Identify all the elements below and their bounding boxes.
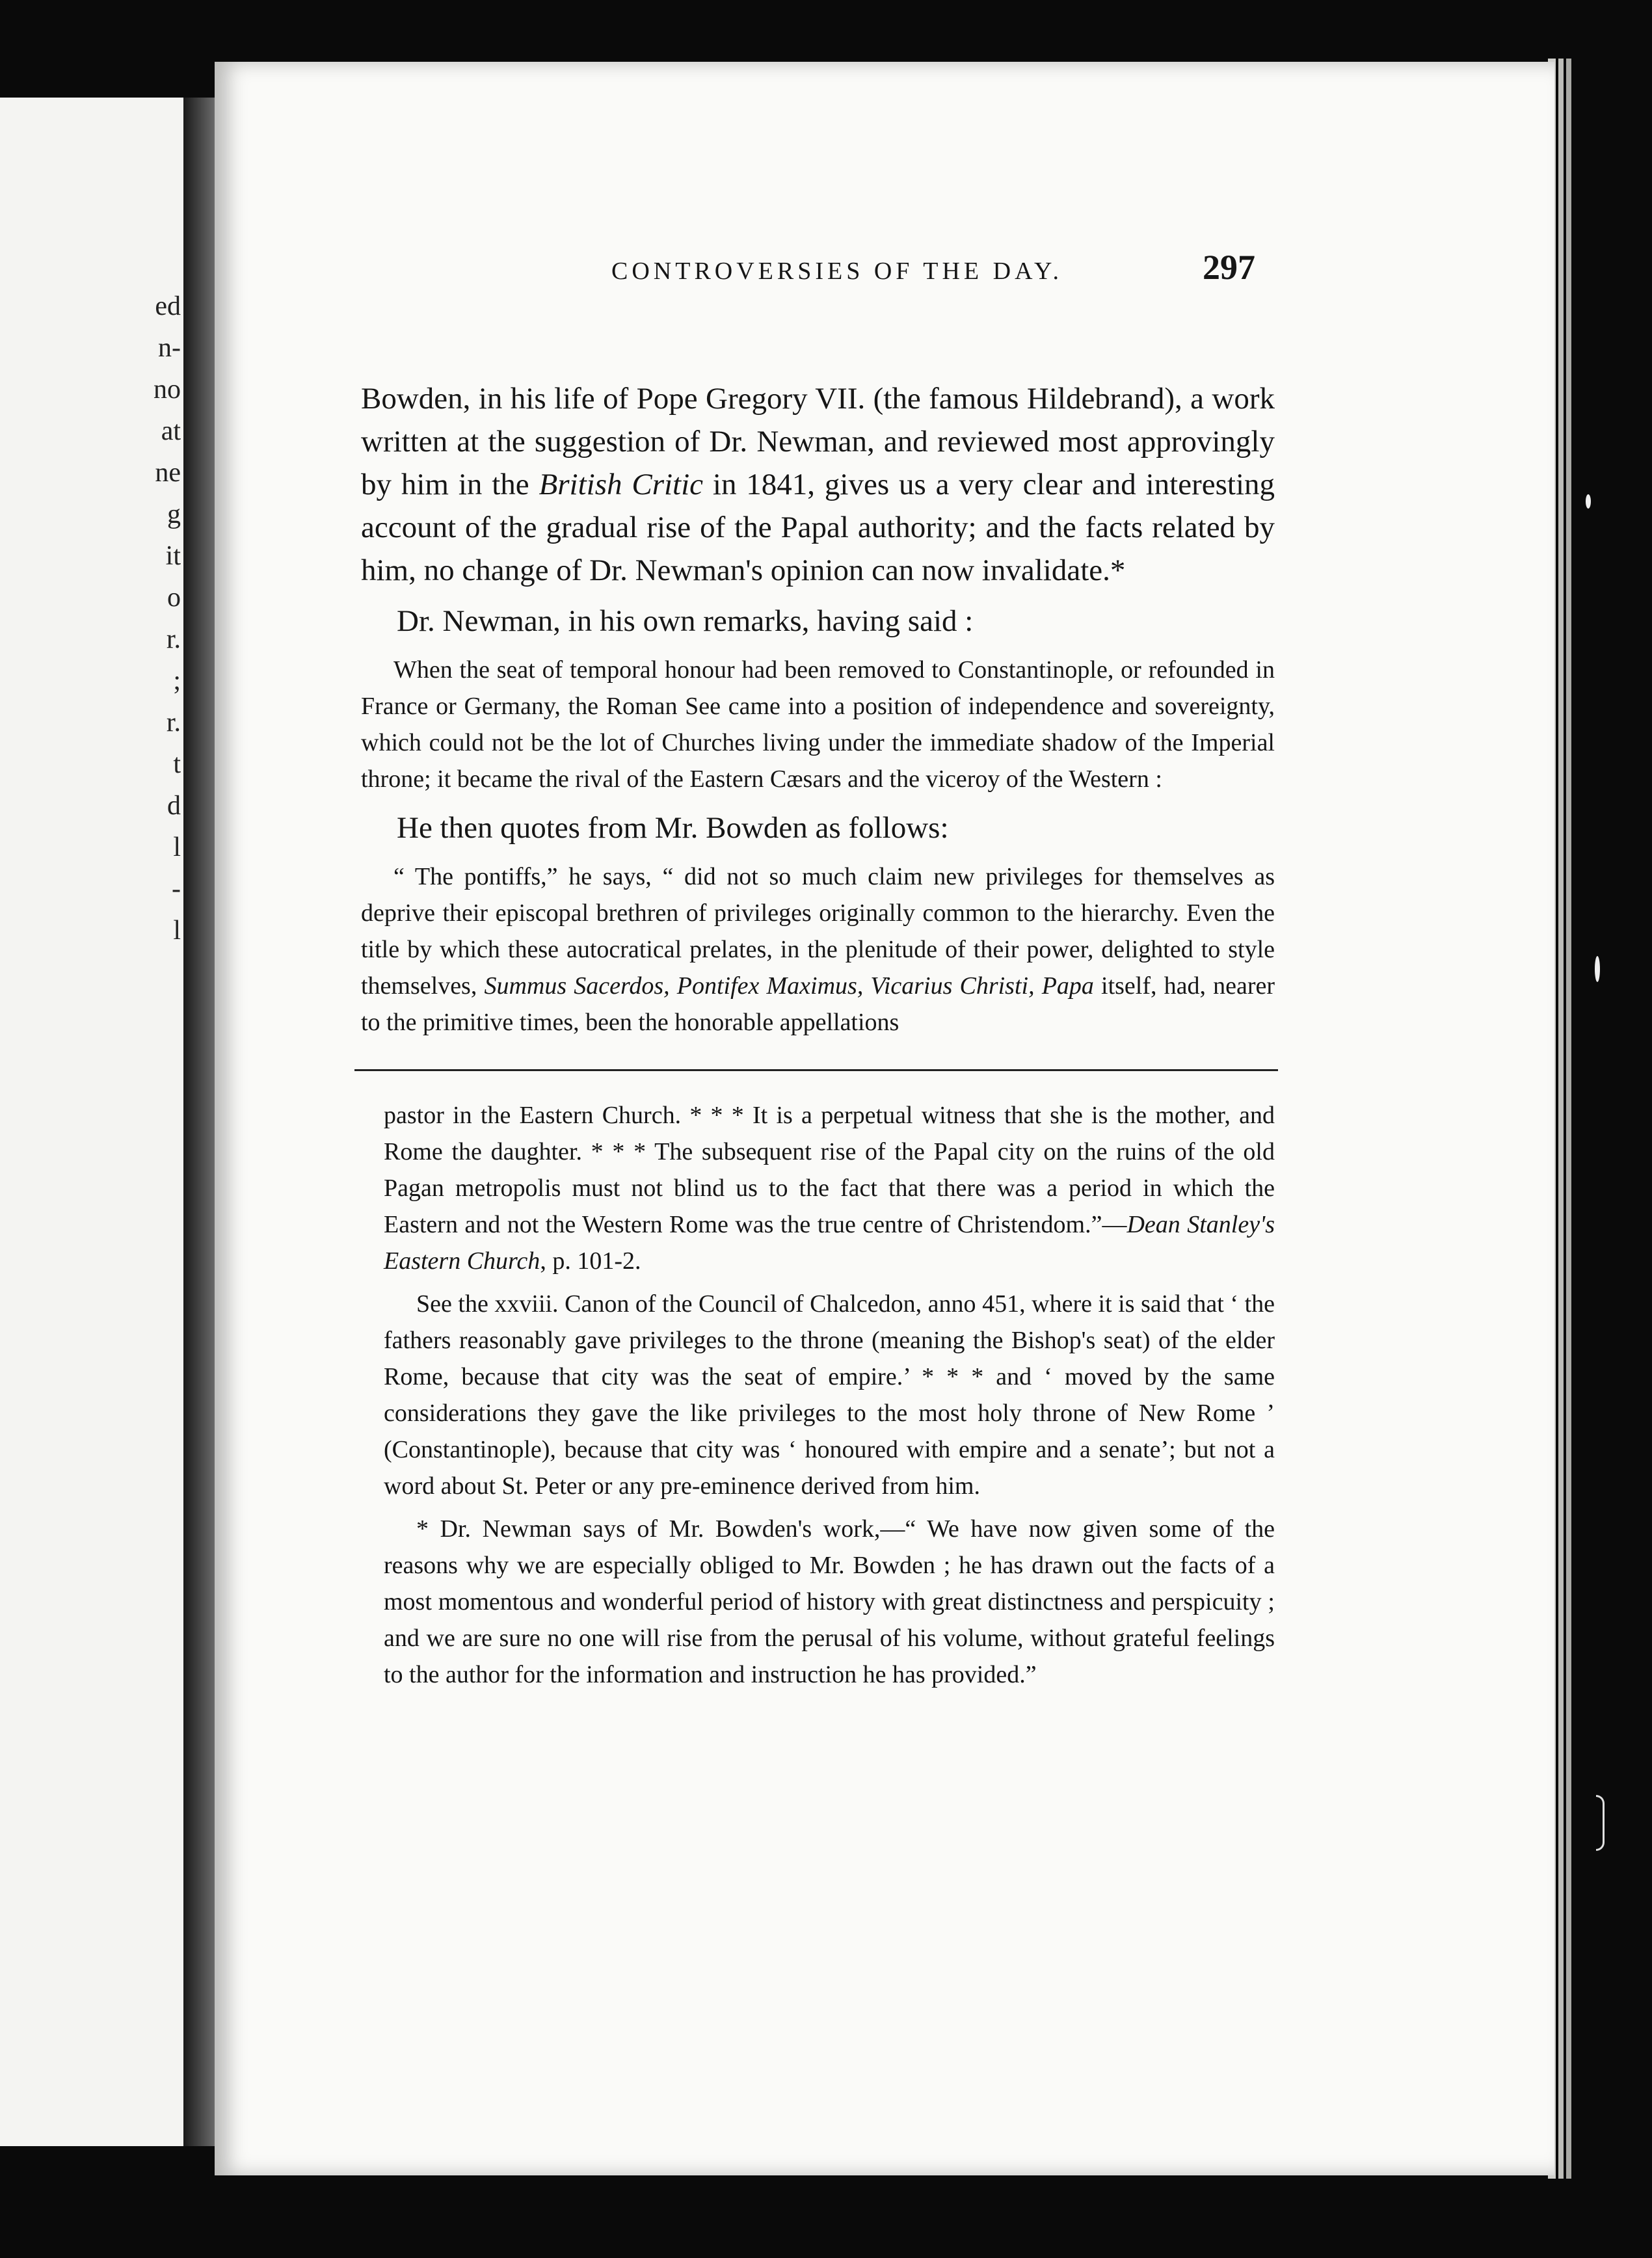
left-facing-page (0, 98, 189, 2146)
italic-british-critic: British Critic (539, 468, 704, 501)
left-page-fragment: l (173, 832, 181, 862)
left-page-fragment: at (161, 416, 181, 446)
running-head (390, 247, 1255, 287)
left-page-fragment: o (167, 583, 181, 613)
left-page-fragment: r. (166, 708, 181, 737)
scan-artifact (1586, 494, 1591, 509)
block-quote-bowden: “ The pontiffs,” he says, “ did not so much claim new privileges for themselves as deprive their episcopal brethren of privileges originally common to the hierarchy. Even the title by which these autocratical prelates, in the plenitude of their power, delighted to style themselves, Summus Sacerdos, Pontifex Maximus, Vicarius Christi, Papa itself, had, nearer to the primitive times, been the honorable appellations (361, 863, 1275, 1036)
footnote-continuation: pastor in the Eastern Church. * * * It is a perpetual witness that she is the mother, and Rome the daughter. * * * The subsequent rise of the Papal city on the ruins of the old Pagan metropolis must not blind us to the fact that there was a period in which the Eastern and not the Western Rome was the true centre of Christendom.”—Dean Stanley's Eastern Church, p. 101-2. (384, 1102, 1275, 1275)
left-page-fragment: it (165, 541, 181, 571)
italic-latin-titles: Summus Sacerdos, Pontifex Maximus, Vicarius Christi, Papa (484, 972, 1094, 1000)
italic-citation: Dean Stanley's Eastern Church (384, 1211, 1275, 1275)
left-page-fragment: t (173, 749, 181, 779)
left-page-fragment: g (167, 499, 181, 529)
left-page-fragment: l (173, 916, 181, 946)
left-page-fragment: ed (155, 291, 181, 321)
scan-artifact (1596, 1795, 1605, 1851)
page-edge (1566, 59, 1571, 2179)
gutter-shadow (183, 98, 215, 2146)
footnote-rule (354, 1069, 1278, 1071)
footnote-chalcedon: See the xxviii. Canon of the Council of Chalcedon, anno 451, where it is said that ‘ the fathers reasonably gave privileges to the throne (meaning the Bishop's seat) of the elder Rome, because that city was the seat of empire.’ * * * and ‘ moved by the same considerations they gave the like privileges to the most holy throne of New Rome ’ (Constantinople), because that city was ‘ honoured with empire and a senate’; but not a word about St. Peter or any pre-eminence derived from him. (384, 1290, 1275, 1500)
page-edge (1558, 59, 1564, 2179)
scan-artifact (1595, 956, 1600, 982)
left-page-fragment: n- (158, 333, 181, 363)
block-quote-newman: When the seat of temporal honour had been removed to Constantinople, or refounded in France or Germany, the Roman See came into a position of independence and sovereignty, which could not be the lot of Churches living under the immediate shadow of the Imperial throne; it became the rival of the Eastern Cæsars and the viceroy of the Western : (361, 656, 1275, 793)
footnote-newman-bowden: * Dr. Newman says of Mr. Bowden's work,—“ We have now given some of the reasons why we are especially obliged to Mr. Bowden ; he has drawn out the facts of a most momentous and wonderful period of history with great distinctness and perspicuity ; and we are sure no one will rise from the perusal of his volume, without grateful feelings to the author for the information and instruction he has provided.” (384, 1515, 1275, 1688)
page-number: 297 (1203, 248, 1255, 287)
paragraph-newman-said: Dr. Newman, in his own remarks, having said : (397, 604, 974, 638)
left-page-fragment: ne (155, 458, 181, 488)
left-page-fragment: ; (173, 666, 181, 696)
left-page-fragment: no (153, 375, 181, 405)
left-page-fragment: d (167, 791, 181, 821)
paragraph-bowden: Bowden, in his life of Pope Gregory VII. (the famous Hildebrand), a work written at the suggestion of Dr. Newman, and reviewed most approvingly by him in the British Critic in 1841, gives us a very clear and interesting account of the gradual rise of the Papal authority; and the facts related by him, no change of Dr. Newman's opinion can now invalidate.* (361, 382, 1275, 587)
page-body (361, 377, 1275, 1699)
left-page-fragment: r. (166, 624, 181, 654)
running-head-title: CONTROVERSIES OF THE DAY. (611, 258, 1063, 285)
left-page-fragment: - (172, 874, 181, 904)
paragraph-quotes-bowden: He then quotes from Mr. Bowden as follows: (397, 811, 949, 845)
